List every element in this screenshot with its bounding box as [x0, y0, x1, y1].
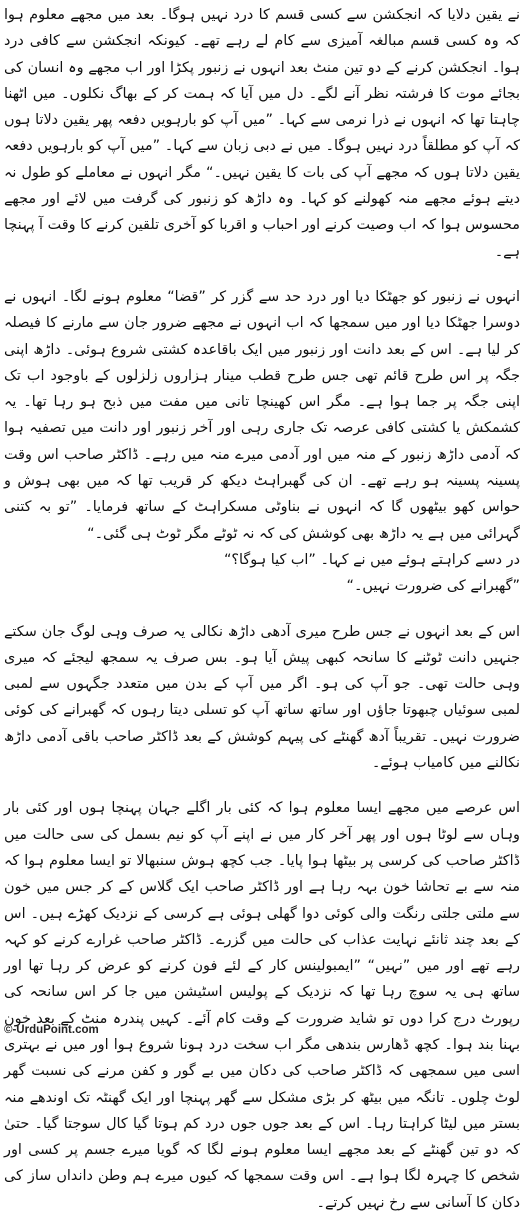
site-watermark: ©-UrduPoint.com [4, 1024, 99, 1036]
dialogue-line: در دسے کراہتے ہوئے میں نے کہا۔ ”اب کیا ہوگا؟“ [223, 551, 520, 568]
paragraph: اس کے بعد انہوں نے جس طرح میری آدھی داڑھ نکالی یہ صرف وہی لوگ جان سکتے جنہیں دانت ٹوٹنے کا سانحہ کبھی پیش آیا ہو۔ بس صرف یہ سمجھ لیجئے کہ میری وہی حالت تھی۔ جو آپ کی ہو۔ اگر میں آپ کے بدن میں متعدد جگہوں سے لمبی لمبی سوئیاں چبھوتا جاؤں اور ساتھ ساتھ آپ کو تسلی دیتا رہوں کہ گھبرانے کی کوئی ضرورت نہیں۔ تقریباً آدھ گھنٹے کی پیہم کوشش کے بعد ڈاکٹر صاحب باقی آدمی داڑھ نکالنے میں کامیاب ہوئے۔ [4, 623, 520, 772]
paragraph: اس عرصے میں مجھے ایسا معلوم ہوا کہ کئی بار اگلے جہان پہنچا ہوں اور کئی بار وہاں سے لوٹا ہوں اور پھر آخر کار میں نے اپنے آپ کو نیم بسمل کی سی حالت میں ڈاکٹر صاحب کی کرسی پر بیٹھا ہوا پایا۔ جب کچھ ہوش سنبھالا تو ایسا معلوم ہوا کہ منہ سے بے تحاشا خون بہہ رہا ہے اور ڈاکٹر صاحب ایک گلاس کے کر جس میں خون سے ملتی جلتی رنگت والی کوئی دوا گھلی ہوئی ہے کرسی کے نزدیک کھڑے ہیں۔ اس کے بعد چند ثانئے نہایت عذاب کی حالت میں گزرے۔ ڈاکٹر صاحب غرارے کرنے کو کہہ رہے تھے اور میں ”نہیں“ ”ایمبولینس کار کے لئے فون کرنے کو عرض کر رہا تھا اور ساتھ ہی یہ سوچ رہا تھا کہ نزدیک کے پولیس اسٹیشن میں جا کر اس سانحہ کی رپورٹ درج کرا دوں تو شاید ضرورت کے وقت کام آئے۔ کہیں پندرہ منٹ کے بعد خون بہنا بند ہوا۔ کچھ ڈھارس بندھی مگر اب سخت درد ہونا شروع ہوا اور میں نے بہتری اسی میں سمجھی کہ ڈاکٹر صاحب کی دکان میں بے گور و کفن مرنے کی نسبت گھر لوٹ چلوں۔ تانگہ میں بیٹھ کر بڑی مشکل سے گھر پہنچا اور ایک گھنٹہ تک اوندھے منہ بستر میں لیٹا کراہتا رہا۔ اس کے بعد جوں جوں درد کم ہوتا گیا کال سوجتا گیا۔ حتیٰ کہ دو تین گھنٹے کے بعد مجھے ایسا معلوم ہونے لگا کہ گویا میرے جسم پر کسی اور شخص کا چہرہ لگا ہوا ہے۔ اس وقت سمجھا کہ کیوں میرے ہم وطن دانداں ساز کی دکان کا آسانی سے رخ نہیں کرتے۔ [4, 800, 520, 1211]
paragraph: انہوں نے زنبور کو جھٹکا دیا اور درد حد سے گزر کر ”قضا“ معلوم ہونے لگا۔ انہوں نے دوسرا جھٹکا دیا اور میں سمجھا کہ اب انہوں نے مجھے ضرور جان سے مارنے کا فیصلہ کر لیا ہے۔ اس کے بعد دانت اور زنبور میں ایک باقاعدہ کشتی شروع ہوئی۔ داڑھ اپنی جگہ پر اس طرح قائم تھی جس طرح قطب مینار ہزاروں زلزلوں کے باوجود اب تک اپنی جگہ پر جما ہوا ہے۔ مگر اس کھینچا تانی میں مفت میں ذبح ہو رہا تھا۔ یہ کشمکش یا کشتی کافی عرصہ تک جاری رہی اور آخر زنبور اور دانت میں تصفیہ ہوا کہ آدمی داڑھ زنبور کے منہ میں اور آدمی میرے منہ میں رہے۔ ڈاکٹر صاحب اس وقت پسینہ پسینہ ہو رہے تھے۔ ان کی گھبراہٹ دیکھ کر قریب تھا کہ میں بھی ہوش و حواس کھو بیٹھوں گا کہ انہوں نے بناوٹی مسکراہٹ کے ساتھ فرمایا۔ ”تو بہ کتنی گہرائی میں ہے یہ داڑھ بھی کوشش کی کہ نہ ٹوٹے مگر ٹوٹ ہی گئی۔“ [4, 288, 520, 542]
dialogue-line: ”گھبرانے کی ضرورت نہیں۔“ [346, 578, 520, 595]
paragraph: نے یقین دلایا کہ انجکشن سے کسی قسم کا درد نہیں ہوگا۔ بعد میں مجھے معلوم ہوا کہ وہ کسی قسم مبالغہ آمیزی سے کام لے رہے تھے۔ کیونکہ انجکشن سے کافی درد ہوا۔ انجکشن کرنے کے دو تین منٹ بعد انہوں نے زنبور پکڑا اور اب مجھے وہ انسان کی بجائے موت کا فرشتہ نظر آنے لگے۔ دل میں آیا کہ ہمت کر کے بھاگ نکلوں۔ میں اٹھنا چاہتا تھا کہ انہوں نے ذرا نرمی سے کہا۔ ”میں آپ کو بارہویں دفعہ پھر یقین دلاتا ہوں کہ آپ کو مطلقاً درد نہیں ہوگا۔ میں نے دبی زبان سے کہا۔ ”میں آپ کو بارہویں دفعہ یقین دلاتا ہوں کہ مجھے آپ کی بات کا یقین نہیں۔“ مگر انہوں نے معاملے کو طول نہ دیتے ہوئے مجھے منہ کھولنے کو کہا۔ وہ داڑھ کو زنبور کی گرفت میں لائے اور مجھے محسوس ہوا کہ اب وصیت کرنے اور احباب و اقربا کو آخری تلقین کرنے کا وقت آ پہنچا ہے۔ [4, 7, 520, 260]
